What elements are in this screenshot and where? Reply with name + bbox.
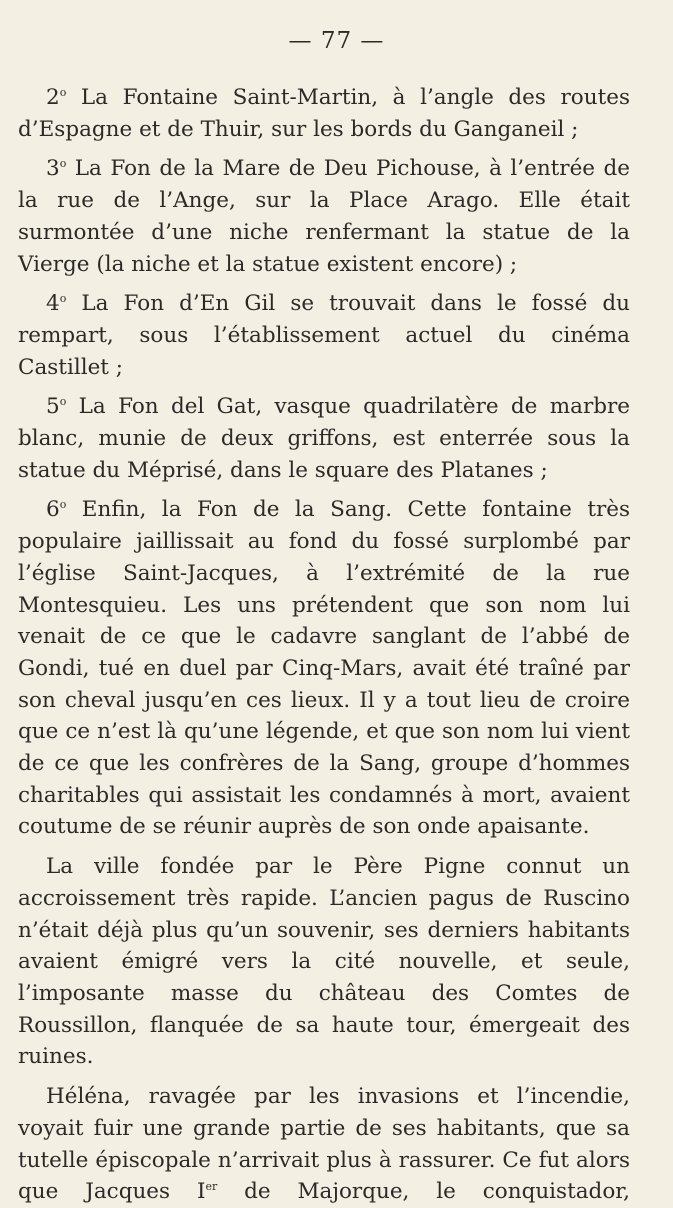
paragraph-fountain-5	[18, 391, 630, 486]
paragraph-fountain-3	[18, 153, 630, 280]
paragraph-fountain-2	[18, 82, 630, 145]
ordinal-mark: o	[59, 498, 67, 512]
page-number: — 77 —	[288, 28, 385, 54]
paragraph-text: Héléna, ravagée par les invasions et l’incendie, voyait fuir une grande partie de ses habitants, que sa tutelle épiscopale n’arrivait plus à rassurer. Ce fut alors que Jacques I	[18, 1084, 630, 1205]
ordinal-mark: o	[59, 292, 67, 306]
item-number: 6	[46, 497, 60, 523]
ordinal-mark: o	[59, 157, 67, 171]
ordinal-mark: er	[205, 1180, 218, 1194]
ordinal-mark: o	[59, 85, 67, 99]
paragraph-text: La Fon del Gat, vasque quadrilatère de marbre blanc, munie de deux griffons, est enterrée sous la statue du Méprisé, dans le square des Platanes ;	[18, 394, 630, 483]
ordinal-mark: o	[59, 395, 67, 409]
paragraph-text: La Fon d’En Gil se trouvait dans le fossé du rempart, sous l’établissement actuel du cinéma Castillet ;	[18, 291, 630, 380]
paragraph-text: La Fontaine Saint-Martin, à l’angle des routes d’Espagne et de Thuir, sur les bords du Ganganeil ;	[18, 85, 630, 142]
paragraph-text: Enfin, la Fon de la Sang. Cette fontaine très populaire jaillissait au fond du fossé surplombé par l’église Saint-Jacques, à l’extrémité de la rue Montesquieu. Les uns prétendent que son nom lui venait de ce que le cadavre sanglant de l’abbé de Gondi, tué en duel par Cinq-Mars, avait été traîné par son cheval jusqu’en ces lieux. Il y a tout lieu de croire que ce n’est là qu’une légende, et que son nom lui vient de ce que les confrères de la Sang, groupe d’hommes charitables qui assistait les condamnés à mort, avaient coutume de se réunir auprès de son onde apaisante.	[18, 497, 630, 840]
paragraph-text-continued: de Majorque, le conquistador,	[217, 1179, 631, 1205]
paragraph-helena	[18, 1081, 630, 1208]
paragraph-text: La Fon de la Mare de Deu Pichouse, à l’entrée de la rue de l’Ange, sur la Place Arago. Elle était surmontée d’une niche renfermant la statue de la Vierge (la niche et la statue existent encore) ;	[18, 156, 630, 277]
item-number: 5	[46, 394, 60, 420]
item-number: 4	[46, 291, 60, 317]
item-number: 3	[46, 156, 60, 182]
paragraph-text: La ville fondée par le Père Pigne connut un accroissement très rapide. L’ancien pagus de Ruscino n’était déjà plus qu’un souvenir, ses derniers habitants avaient émigré vers la cité nouvelle, et seule, l’imposante masse du château des Comtes de Roussillon, flanquée de sa haute tour, émergeait des ruines.	[18, 854, 630, 1070]
paragraph-fountain-4	[18, 288, 630, 383]
item-number: 2	[46, 85, 60, 110]
paragraph-fountain-6	[18, 494, 630, 843]
paragraph-city-growth	[18, 851, 630, 1073]
body-text	[18, 82, 630, 1208]
